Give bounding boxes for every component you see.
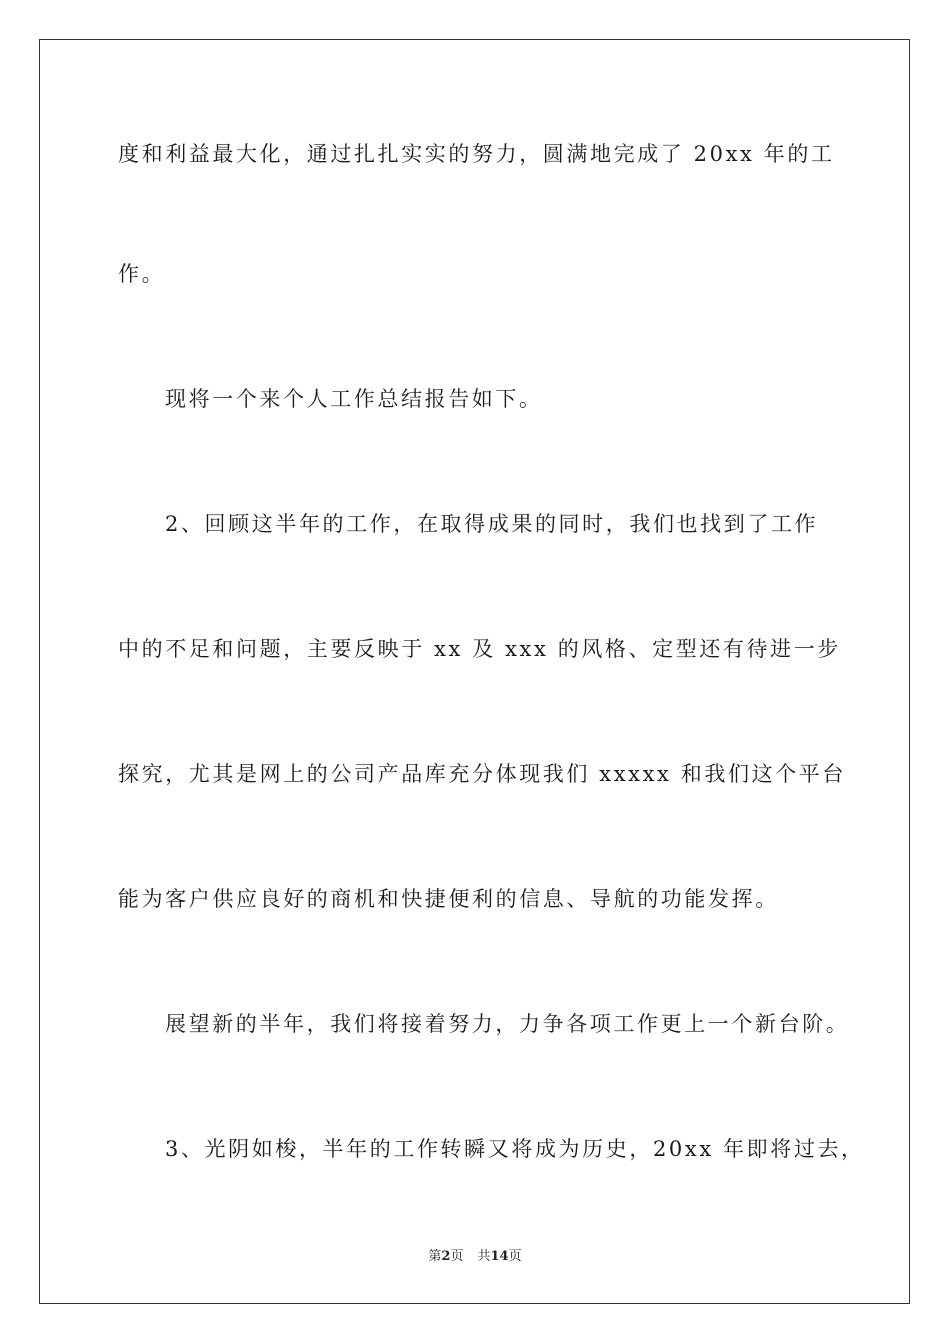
text-line-3: 现将一个来个人工作总结报告如下。 <box>165 387 543 411</box>
footer-total-suffix: 页 <box>508 1249 522 1264</box>
text-line-5: 中的不足和问题，主要反映于 xx 及 xxx 的风格、定型还有待进一步 <box>118 637 841 661</box>
text-line-6: 探究，尤其是网上的公司产品库充分体现我们 xxxxx 和我们这个平台 <box>118 762 846 786</box>
text-line-4: 2、回顾这半年的工作，在取得成果的同时，我们也找到了工作 <box>165 512 819 536</box>
text-line-1: 度和利益最大化，通过扎扎实实的努力，圆满地完成了 20xx 年的工 <box>118 142 835 166</box>
text-line-7: 能为客户供应良好的商机和快捷便利的信息、导航的功能发挥。 <box>118 887 779 911</box>
page-footer <box>0 1248 950 1266</box>
footer-page-prefix: 第 <box>428 1249 442 1264</box>
footer-page-number: 2 <box>441 1249 451 1264</box>
footer-page-suffix: 页 <box>450 1249 464 1264</box>
page-border <box>39 39 910 1304</box>
text-line-2: 作。 <box>118 262 166 286</box>
footer-total-pages: 14 <box>490 1249 509 1264</box>
text-line-8: 展望新的半年，我们将接着努力，力争各项工作更上一个新台阶。 <box>165 1012 850 1036</box>
footer-total-prefix: 共 <box>477 1249 491 1264</box>
text-line-9: 3、光阴如梭，半年的工作转瞬又将成为历史，20xx 年即将过去， <box>165 1137 865 1161</box>
